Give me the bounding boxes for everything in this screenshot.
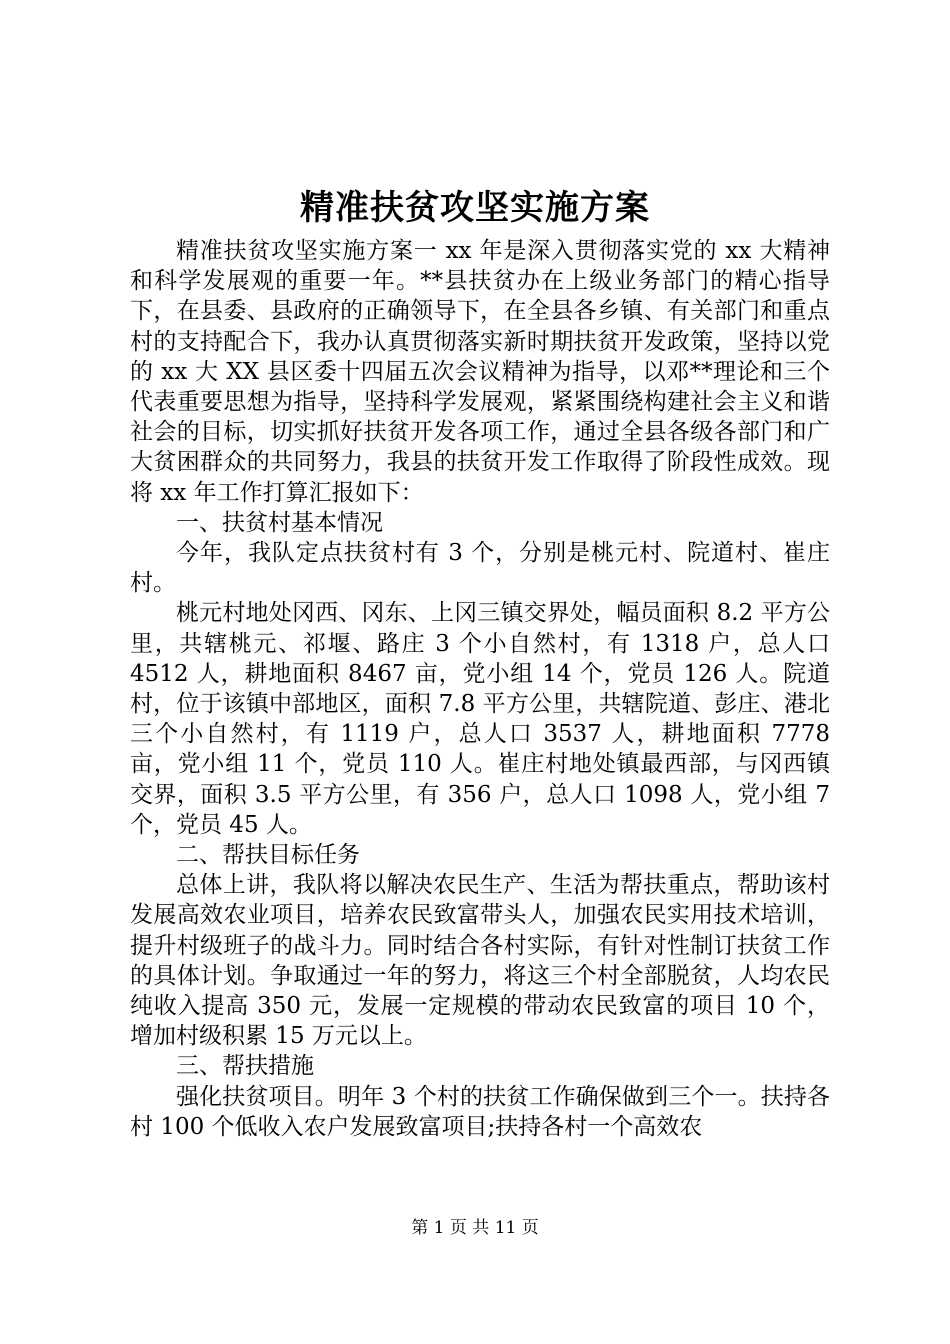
paragraph-goals: 总体上讲，我队将以解决农民生产、生活为帮扶重点，帮助该村发展高效农业项目，培养农民致富带头人，加强农民实用技术培训，提升村级班子的战斗力。同时结合各村实际，有针对性制订扶贫工作的具体计划。争取通过一年的努力，将这三个村全部脱贫，人均农民纯收入提高 350 元，发展一定规模的带动农民致富的项目 10 个，增加村级积累 15 万元以上。 xyxy=(130,872,830,1050)
intro-paragraph: 精准扶贫攻坚实施方案一 xx 年是深入贯彻落实党的 xx 大精神和科学发展观的重要一年。**县扶贫办在上级业务部门的精心指导下，在县委、县政府的正确领导下，在全县各乡镇、有关部门和重点村的支持配合下，我办认真贯彻落实新时期扶贫开发政策，坚持以党的 xx 大 XX 县区委十四届五次会议精神为指导，以邓**理论和三个代表重要思想为指导，坚持科学发展观，紧紧围绕构建社会主义和谐社会的目标，切实抓好扶贫开发各项工作，通过全县各级各部门和广大贫困群众的共同努力，我县的扶贫开发工作取得了阶段性成效。现将 xx 年工作打算汇报如下： xyxy=(130,238,830,506)
paragraph-measures: 强化扶贫项目。明年 3 个村的扶贫工作确保做到三个一。扶持各村 100 个低收入农户发展致富项目;扶持各村一个高效农 xyxy=(130,1083,830,1140)
page-number-footer: 第 1 页 共 11 页 xyxy=(411,1218,539,1238)
section-heading-goals: 二、帮扶目标任务 xyxy=(176,842,360,869)
paragraph-villages: 今年，我队定点扶贫村有 3 个，分别是桃元村、院道村、崔庄村。 xyxy=(130,540,830,597)
section-heading-measures: 三、帮扶措施 xyxy=(176,1053,314,1080)
paragraph-village-details: 桃元村地处冈西、冈东、上冈三镇交界处，幅员面积 8.2 平方公里，共辖桃元、祁堰、路庄 3 个小自然村，有 1318 户，总人口 4512 人，耕地面积 8467 亩，党小组 14 个，党员 126 人。院道村，位于该镇中部地区，面积 7.8 平方公里，共辖院道、彭庄、港北三个小自然村，有 1119 户，总人口 3537 人，耕地面积 7778 亩，党小组 11 个，党员 110 人。崔庄村地处镇最西部，与冈西镇交界，面积 3.5 平方公里，有 356 户，总人口 1098 人，党小组 7 个，党员 45 人。 xyxy=(130,600,830,838)
section-heading-basic-situation: 一、扶贫村基本情况 xyxy=(176,509,383,536)
document-body xyxy=(130,236,830,1142)
document-title: 精准扶贫攻坚实施方案 xyxy=(300,188,650,228)
